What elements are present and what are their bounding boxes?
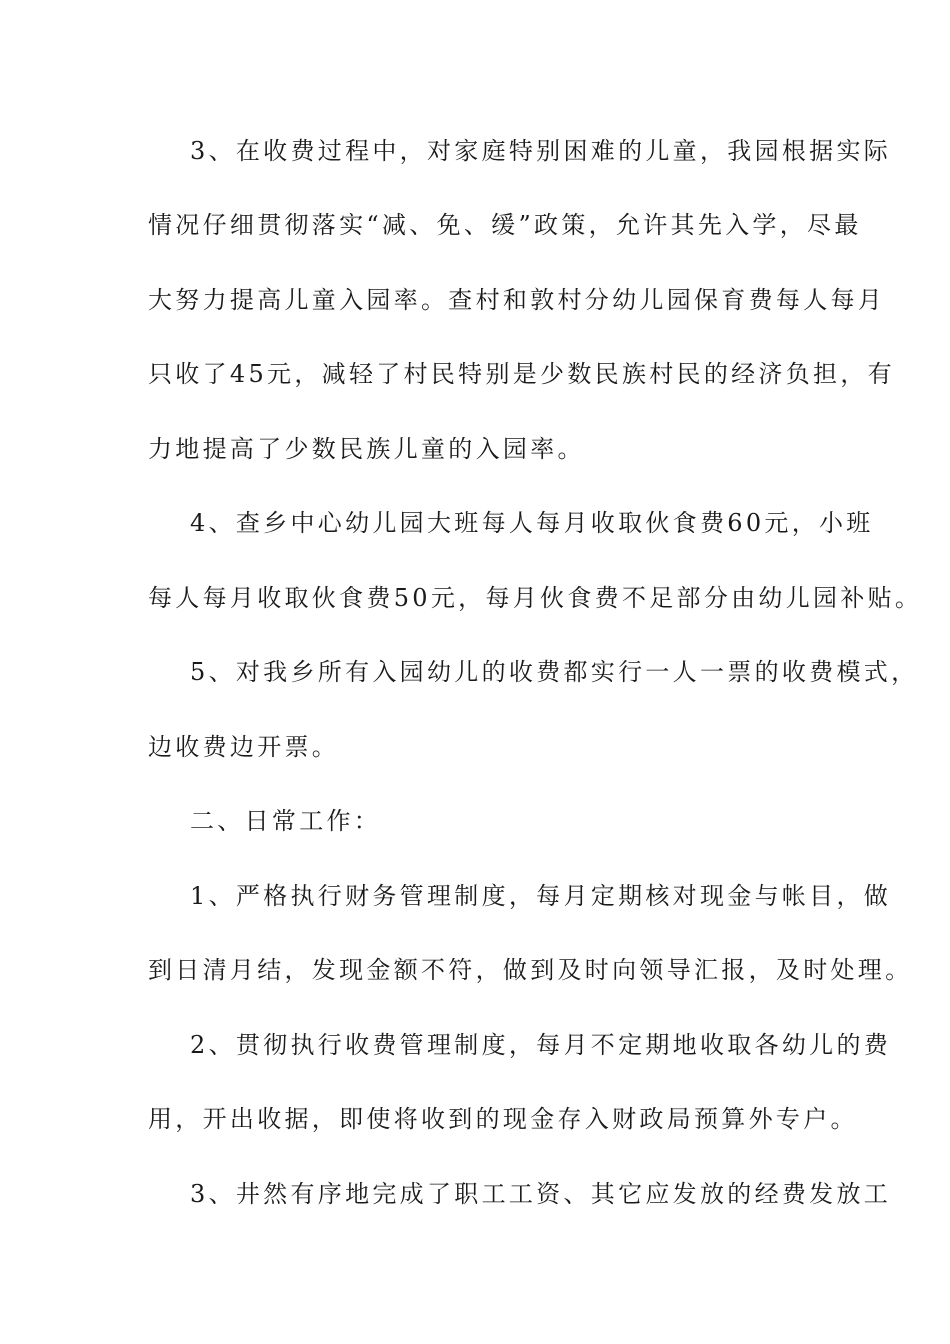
paragraph-3-line-3: 大努力提高儿童入园率。查村和敦村分幼儿园保育费每人每月 [148, 286, 886, 314]
paragraph-5-line-2: 边收费边开票。 [148, 733, 340, 761]
daily-item-2-line-2: 用，开出收据，即使将收到的现金存入财政局预算外专户。 [148, 1105, 858, 1133]
section-heading-daily-work: 二、日常工作： [190, 807, 382, 835]
paragraph-5-line-1: 5、对我乡所有入园幼儿的收费都实行一人一票的收费模式， [190, 658, 919, 686]
paragraph-3-line-1: 3、在收费过程中，对家庭特别困难的儿童，我园根据实际 [190, 137, 892, 165]
paragraph-3-line-5: 力地提高了少数民族儿童的入园率。 [148, 435, 585, 463]
daily-item-1-line-2: 到日清月结，发现金额不符，做到及时向领导汇报，及时处理。 [148, 956, 913, 984]
daily-item-2-line-1: 2、贯彻执行收费管理制度，每月不定期地收取各幼儿的费 [190, 1031, 892, 1059]
paragraph-3-line-4: 只收了45元，减轻了村民特别是少数民族村民的经济负担，有 [148, 360, 895, 388]
paragraph-3-line-2: 情况仔细贯彻落实“减、免、缓”政策，允许其先入学，尽最 [148, 211, 862, 239]
daily-item-1-line-1: 1、严格执行财务管理制度，每月定期核对现金与帐目，做 [190, 882, 892, 910]
paragraph-4-line-2: 每人每月收取伙食费50元，每月伙食费不足部分由幼儿园补贴。 [148, 584, 923, 612]
daily-item-3-line-1: 3、井然有序地完成了职工工资、其它应发放的经费发放工 [190, 1180, 892, 1208]
paragraph-4-line-1: 4、查乡中心幼儿园大班每人每月收取伙食费60元，小班 [190, 509, 874, 537]
